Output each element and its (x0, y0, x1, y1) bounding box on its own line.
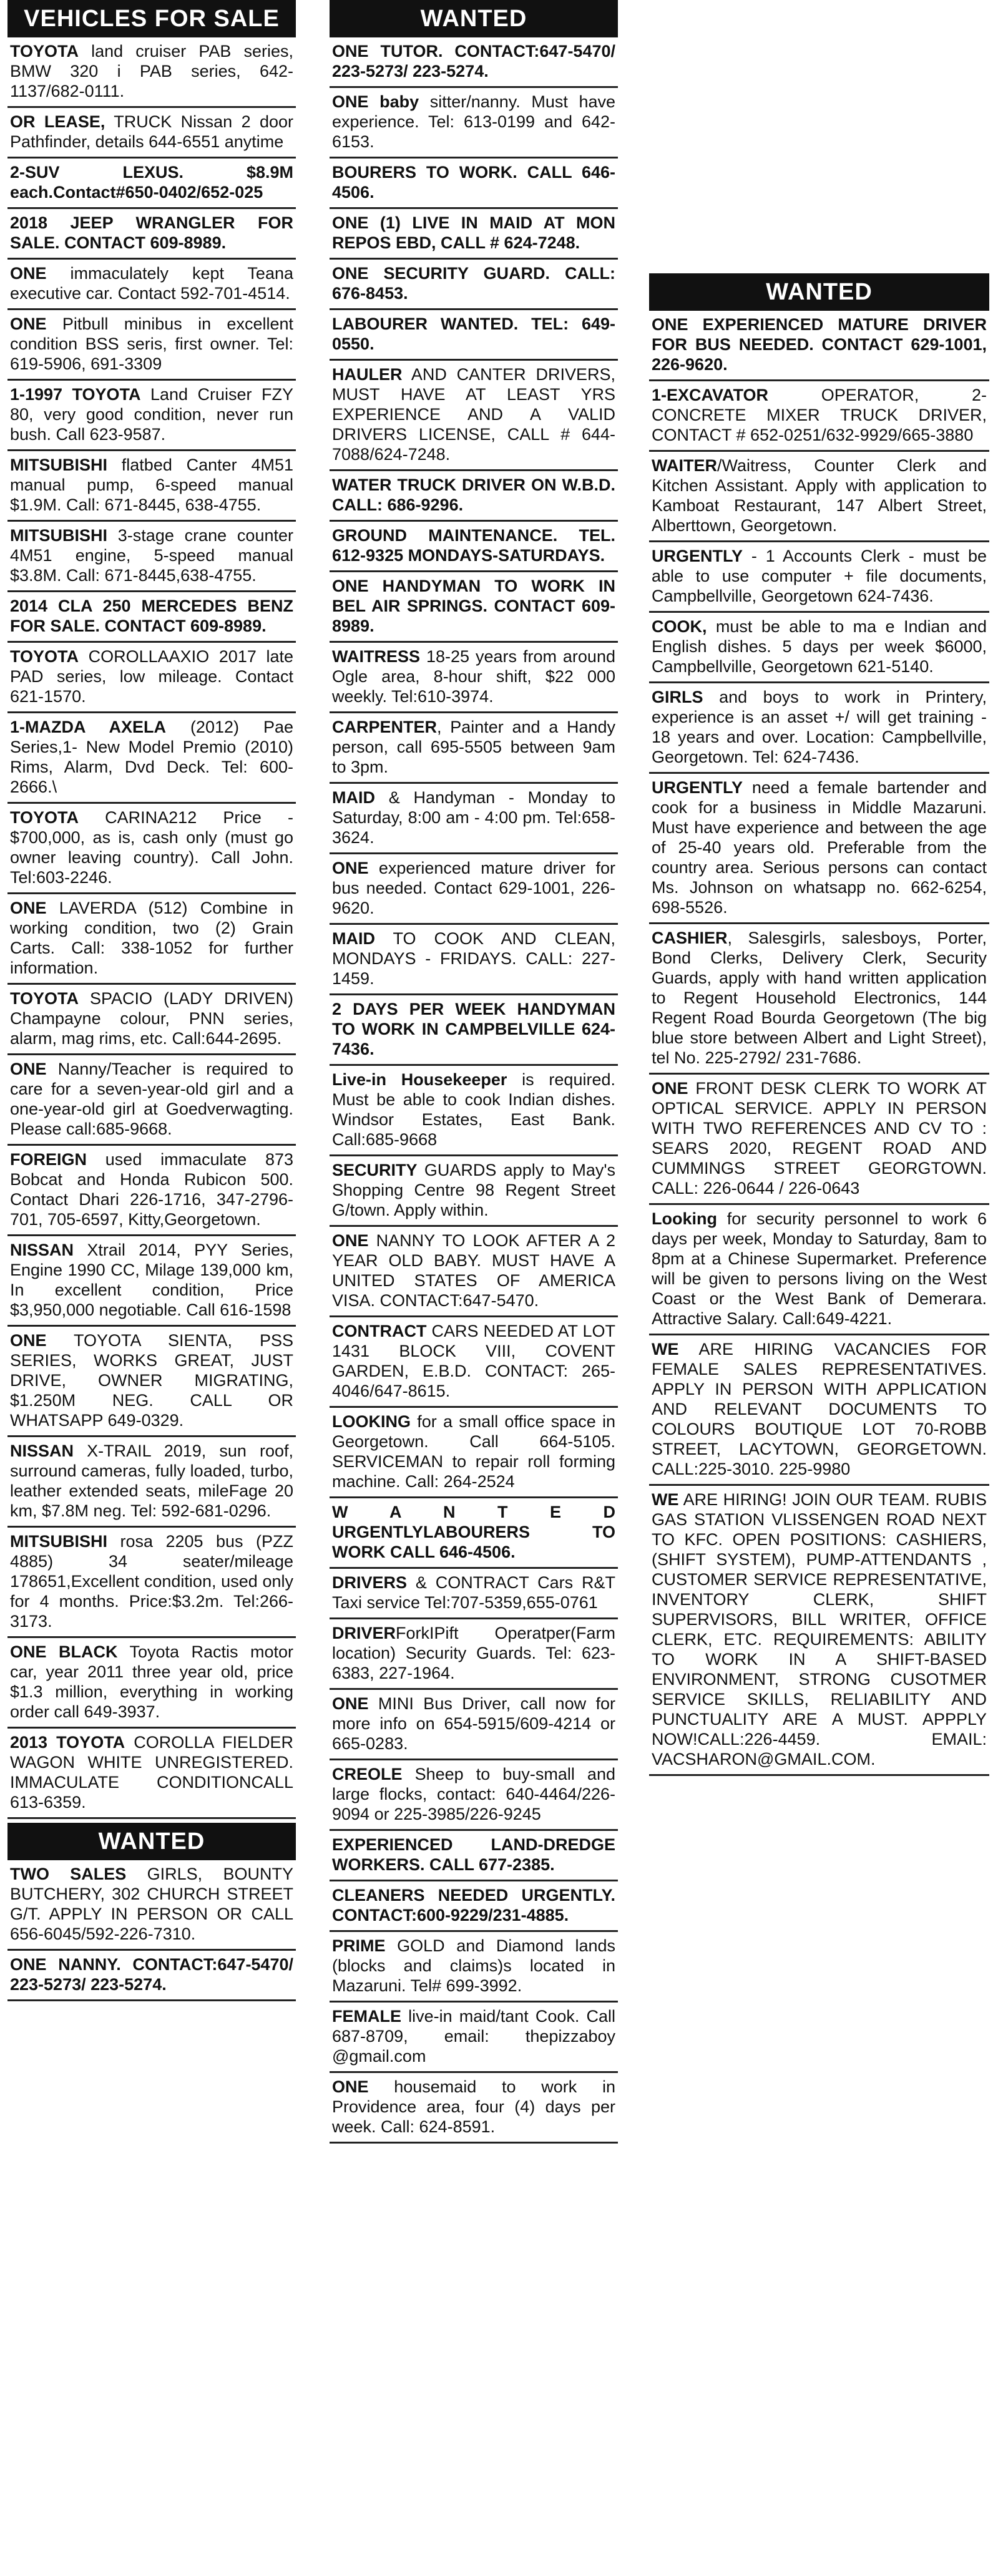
classified-ad (330, 361, 618, 471)
ad-lead-text: ONE (10, 264, 47, 283)
classified-ad (330, 1569, 618, 1619)
ad-lead-text: LABOURER WANTED. TEL: 649-0550. (332, 315, 615, 353)
top-blank-space (649, 0, 989, 273)
classified-ad (330, 1156, 618, 1227)
ad-lead-text: DRIVER (332, 1624, 396, 1642)
ad-body-text: FRONT DESK CLERK TO WORK AT OPTICAL SERVICE. APPLY IN PERSON WITH TWO REFERENCES AND CV TO : SEARS 2020, REGENT ROAD AND CUMMINGS STREET GEORGTOWN. CALL: 226-0644 / 226-0643 (652, 1079, 987, 1198)
ad-lead-text: BOURERS TO WORK. CALL 646-4506. (332, 163, 615, 202)
ad-lead-text: CONTRACT (332, 1322, 427, 1340)
ad-body-text: live-in maid/tant Cook. Call 687-8709, email: thepizzaboy @gmail.com (332, 2007, 615, 2066)
classified-ad (330, 784, 618, 854)
ad-lead-text: ONE (332, 1694, 369, 1713)
classified-ad (330, 1227, 618, 1317)
ad-lead-text: 2018 JEEP WRANGLER FOR SALE. CONTACT 609-8989. (10, 213, 293, 252)
classified-ad (7, 209, 296, 260)
classified-ad (7, 37, 296, 108)
ad-body-text: Nanny/Teacher is required to care for a seven-year-old girl and a one-year-old girl at Goedverwagting. Please call:685-9668. (10, 1060, 293, 1138)
ad-lead-text: WE (652, 1340, 679, 1359)
ad-body-text: experienced mature driver for bus needed. Contact 629-1001, 226-9620. (332, 859, 615, 917)
ad-lead-text: ONE TUTOR. CONTACT:647-5470/ 223-5273/ 223-5274. (332, 42, 615, 80)
ad-lead-text: CARPENTER (332, 718, 438, 736)
classified-ad (649, 1486, 989, 1776)
ad-lead-text: FEMALE (332, 2007, 401, 2026)
classified-ad (7, 1437, 296, 1528)
ad-body-text: for security personnel to work 6 days per week, Monday to Saturday, 8am to 8pm at a Chinese Supermarket. Preference will be given to persons living on the West Coast or the West Bank of Demerara. Attractive Salary. Call:649-4221. (652, 1209, 987, 1328)
classified-ad (7, 1055, 296, 1146)
ad-body-text: GIRLS, BOUNTY BUTCHERY, 302 CHURCH STREET G/T. APPLY IN PERSON OR CALL 656-6045/592-226-7310. (10, 1865, 294, 1943)
ad-lead-text: ONE (10, 1060, 47, 1078)
ad-lead-text: ONE (10, 1331, 47, 1350)
ad-lead-text: MITSUBISHI (10, 456, 108, 474)
classified-ad (330, 522, 618, 572)
classified-ad (649, 452, 989, 542)
ad-body-text: , Salesgirls, salesboys, Porter, Bond Clerks, Delivery Clerk, Security Guards, apply with hand written application to Regent Household Electronics, 144 Regent Road Bourda Georgetown (The big blue store between Albert and Light Street), tel No. 225-2792/ 231-7686. (652, 929, 987, 1067)
ad-lead-text: WAITER (652, 456, 717, 475)
section-header-wanted: WANTED (330, 0, 618, 37)
classified-ad (7, 985, 296, 1055)
ad-lead-text: TOYOTA (10, 989, 79, 1008)
classified-ad (7, 108, 296, 159)
ad-body-text: and boys to work in Printery, experience is an asset +/ will get training - 18 years and over. Location: Campbellville, Georgetown. Tel: 624-7436. (652, 688, 987, 766)
ad-lead-text: URGENTLY (652, 778, 743, 797)
classified-ad (330, 2003, 618, 2073)
ad-lead-text: ONE HANDYMAN TO WORK IN BEL AIR SPRINGS. CONTACT 609-8989. (332, 577, 615, 635)
classified-ad (649, 542, 989, 613)
ad-lead-text: HAULER (332, 365, 403, 384)
ad-body-text: MINI Bus Driver, call now for more info on 654-5915/609-4214 or 665-0283. (332, 1694, 615, 1753)
ad-lead-text: FOREIGN (10, 1150, 87, 1169)
ad-body-text: flatbed Canter 4M51 manual pump, 6-speed manual $1.9M. Call: 671-8445, 638-4755. (10, 456, 293, 514)
ad-body-text: must be able to ma e Indian and English dishes. 5 days per week $6000, Campbellville, Georgetown 621-5140. (652, 617, 987, 676)
classified-ad (7, 1327, 296, 1437)
ad-lead-text: 2-SUV LEXUS. $8.9M each.Contact#650-0402/652-025 (10, 163, 293, 202)
ad-body-text: SPACIO (LADY DRIVEN) Champayne colour, PNN series, alarm, mag rims, etc. Call:644-2695. (10, 989, 293, 1048)
ad-lead-text: WAITRESS (332, 647, 421, 666)
ad-lead-text: URGENTLY (652, 547, 743, 565)
classified-ad (7, 894, 296, 985)
ad-lead-text: W A N T E D URGENTLYLABOURERS TO WORK CALL 646-4506. (332, 1503, 615, 1561)
classified-ad (7, 643, 296, 713)
classified-ad (649, 1075, 989, 1205)
ad-lead-text: 2013 TOYOTA (10, 1733, 125, 1752)
classified-ad (330, 1690, 618, 1760)
ad-lead-text: ONE BLACK (10, 1642, 118, 1661)
ad-body-text: & Handyman - Monday to Saturday, 8:00 am - 4:00 pm. Tel:658-3624. (332, 788, 615, 847)
classified-ad (330, 37, 618, 88)
classified-ad (330, 1619, 618, 1690)
ad-lead-text: DRIVERS (332, 1573, 408, 1592)
ad-body-text: Xtrail 2014, PYY Series, Engine 1990 CC, Milage 139,000 km, In excellent condition, Price $3,950,000 negotiable. Call 616-1598 (10, 1241, 293, 1319)
ad-lead-text: WE (652, 1490, 679, 1509)
ad-lead-text: ONE (10, 315, 47, 333)
ad-body-text: CARS NEEDED AT LOT 1431 BLOCK VIII, COVENT GARDEN, E.B.D. CONTACT: 265-4046/647-8615. (332, 1322, 615, 1400)
vehicle-ads-list (7, 37, 296, 1819)
ad-lead-text: ONE (10, 899, 47, 917)
classified-ad (330, 995, 618, 1066)
ad-body-text: ARE HIRING VACANCIES FOR FEMALE SALES REPRESENTATIVES. APPLY IN PERSON WITH APPLICATION AND RELEVANT DOCUMENTS TO COLOURS BOUTIQUE LOT 70-ROBB STREET, LACYTOWN, GEORGETOWN. CALL:225-3010. 225-9980 (652, 1340, 987, 1478)
ad-lead-text: 2014 CLA 250 MERCEDES BENZ FOR SALE. CONTACT 609-8989. (10, 597, 293, 635)
classified-ad (7, 1860, 296, 1951)
classified-ad (7, 1951, 296, 2001)
classified-ad (330, 1498, 618, 1569)
classified-ad (7, 592, 296, 643)
classified-ad (649, 311, 989, 381)
classified-ad (330, 209, 618, 260)
classified-ad (330, 159, 618, 209)
ad-body-text: GUARDS apply to May's Shopping Centre 98 Regent Street G/town. Apply within. (332, 1161, 615, 1219)
ad-lead-text: TWO SALES (10, 1865, 127, 1883)
ad-lead-text: MAID (332, 788, 375, 807)
ad-lead-text: LOOKING (332, 1412, 411, 1431)
ad-body-text: (2012) Pae Series,1- New Model Premio (2010) Rims, Alarm, Dvd Deck. Tel: 600-2666.\ (10, 718, 293, 796)
classified-ad (649, 613, 989, 683)
classified-ad (330, 1831, 618, 1881)
ad-lead-text: ONE (332, 1231, 369, 1250)
ad-body-text: land cruiser PAB series, BMW 320 i PAB series, 642-1137/682-0111. (10, 42, 293, 100)
ad-lead-text: ONE NANNY. CONTACT:647-5470/ 223-5273/ 223-5274. (10, 1955, 293, 1994)
ad-body-text: TO COOK AND CLEAN, MONDAYS - FRIDAYS. CALL: 227-1459. (332, 929, 615, 988)
classified-ad (7, 713, 296, 804)
ad-body-text: , Painter and a Handy person, call 695-5505 between 9am to 3pm. (332, 718, 615, 776)
classified-ad (7, 804, 296, 894)
classified-ad (330, 310, 618, 361)
ad-lead-text: GIRLS (652, 688, 703, 706)
ad-body-text: AND CANTER DRIVERS, MUST HAVE AT LEAST YRS EXPERIENCE AND A VALID DRIVERS LICENSE, CALL # 644-7088/624-7248. (332, 365, 615, 464)
ad-body-text: X-TRAIL 2019, sun roof, surround cameras, fully loaded, turbo, leather extended seats, mileFage 20 km, $7.8M neg. Tel: 592-681-0296. (10, 1442, 293, 1520)
column-wanted-right (649, 0, 989, 2576)
ad-body-text: sitter/nanny. Must have experience. Tel: 613-0199 and 642-6153. (332, 92, 616, 151)
classified-ad (330, 572, 618, 643)
column-wanted-middle (330, 0, 618, 2576)
ad-lead-text: 2 DAYS PER WEEK HANDYMAN TO WORK IN CAMPBELVILLE 624-7436. (332, 1000, 615, 1058)
ad-lead-text: SECURITY (332, 1161, 418, 1179)
ad-body-text: rosa 2205 bus (PZZ 4885) 34 seater/mileage 178651,Excellent condition, used only for 4 months. Price:$3.2m. Tel:266-3173. (10, 1532, 293, 1631)
ad-lead-text: NISSAN (10, 1442, 74, 1460)
ad-lead-text: CREOLE (332, 1765, 403, 1783)
ad-body-text: /Waitress, Counter Clerk and Kitchen Assistant. Apply with application to Kamboat Restaurant, 147 Albert Street, Alberttown, Georgetown. (652, 456, 987, 535)
ad-lead-text: COOK, (652, 617, 707, 636)
classified-ad (7, 1729, 296, 1819)
ad-body-text: 18-25 years from around Ogle area, 8-hour shift, $22 000 weekly. Tel:610-3974. (332, 647, 615, 706)
ad-body-text: Toyota Ractis motor car, year 2011 three year old, price $1.3 million, everything in working order call 649-3937. (10, 1642, 293, 1721)
ad-body-text: ARE HIRING! JOIN OUR TEAM. RUBIS GAS STATION VLISSENGEN ROAD NEXT TO KFC. OPEN POSITIONS: CASHIERS, (SHIFT SYSTEM), PUMP-ATTENDANTS , CUSTOMER SERVICE REPRESENTATIVE, INVENTORY CLERK, SHIFT SUPERVISORS, BILL WRITER, OFFICE CLERK, ETC. REQUIREMENTS: ABILITY TO WORK IN A SHIFT-BASED ENVIRONMENT, STRONG CUSOTMER SERVICE SKILLS, RELIABILITY AND PUNCTUALITY ARE A MUST. APPPLY NOW!CALL:226-4459. EMAIL: VACSHARON@GMAIL.COM. (652, 1490, 987, 1769)
ad-lead-text: 1-1997 TOYOTA (10, 385, 141, 404)
classified-ad (330, 1317, 618, 1408)
ad-lead-text: WATER TRUCK DRIVER ON W.B.D. CALL: 686-9296. (332, 476, 615, 514)
ad-lead-text: MITSUBISHI (10, 1532, 108, 1551)
ad-body-text: TOYOTA SIENTA, PSS SERIES, WORKS GREAT, JUST DRIVE, OWNER MIGRATING, $1.250M NEG. CALL OR WHATSAPP 649-0329. (10, 1331, 293, 1430)
ad-body-text: Land Cruiser FZY 80, very good condition, never run bush. Call 623-9587. (10, 385, 294, 444)
ad-body-text: OPERATOR, 2- CONCRETE MIXER TRUCK DRIVER, CONTACT # 652-0251/632-9929/665-3880 (652, 386, 987, 444)
classified-ad (649, 774, 989, 924)
ad-body-text: immaculately kept Teana executive car. Contact 592-701-4514. (10, 264, 293, 303)
ad-body-text: is required. Must be able to cook Indian dishes. Windsor Estates, East Bank. Call:685-9668 (332, 1070, 615, 1149)
classified-ad (7, 1146, 296, 1236)
ad-body-text: & CONTRACT Cars R&T Taxi service Tel:707-5359,655-0761 (332, 1573, 615, 1612)
classified-ad (649, 1335, 989, 1486)
ad-lead-text: CLEANERS NEEDED URGENTLY. CONTACT:600-9229/231-4885. (332, 1886, 615, 1925)
ad-lead-text: ONE (652, 1079, 688, 1098)
ad-lead-text: GROUND MAINTENANCE. TEL. 612-9325 MONDAYS-SATURDAYS. (332, 526, 615, 565)
ad-body-text: TRUCK Nissan 2 door Pathfinder, details 644-6551 anytime (10, 112, 293, 151)
ad-lead-text: OR LEASE, (10, 112, 105, 131)
ad-body-text: COROLLA FIELDER WAGON WHITE UNREGISTERED. IMMACULATE CONDITIONCALL 613-6359. (10, 1733, 293, 1812)
classified-ad (649, 381, 989, 452)
ad-body-text: CARINA212 Price - $700,000, as is, cash only (must go owner leaving country). Call John. Tel:603-2246. (10, 808, 293, 887)
wanted-ads-list (649, 311, 989, 1776)
classified-ad (7, 260, 296, 310)
ad-lead-text: NISSAN (10, 1241, 74, 1259)
wanted-ads-list (7, 1860, 296, 2001)
classified-ad (7, 381, 296, 451)
classified-ad (649, 1205, 989, 1335)
ad-lead-text: Live-in Housekeeper (332, 1070, 507, 1089)
classified-ad (330, 2073, 618, 2144)
ad-lead-text: ONE (332, 2077, 369, 2096)
ad-body-text: Pitbull minibus in excellent condition BSS seris, first owner. Tel: 619-5906, 691-3309 (10, 315, 293, 373)
classified-ad (649, 683, 989, 774)
classified-ad (7, 310, 296, 381)
classified-ad (7, 1236, 296, 1327)
classified-ad (330, 1932, 618, 2003)
ad-lead-text: EXPERIENCED LAND-DREDGE WORKERS. CALL 677-2385. (332, 1835, 615, 1874)
ad-body-text: 3-stage crane counter 4M51 engine, 5-speed manual $3.8M. Call: 671-8445,638-4755. (10, 526, 293, 585)
ad-lead-text: MAID (332, 929, 375, 948)
section-header-wanted: WANTED (649, 273, 989, 311)
classified-ad (330, 713, 618, 784)
classified-ad (330, 925, 618, 995)
classified-ad (7, 159, 296, 209)
ad-lead-text: TOYOTA (10, 808, 79, 827)
classified-ad (7, 522, 296, 592)
ad-lead-text: ONE EXPERIENCED MATURE DRIVER FOR BUS NEEDED. CONTACT 629-1001, 226-9620. (652, 315, 987, 374)
classified-ad (330, 1408, 618, 1498)
ad-body-text: - 1 Accounts Clerk - must be able to use computer + file documents, Campbellville, Georgetown 624-7436. (652, 547, 987, 605)
ad-lead-text: ONE SECURITY GUARD. CALL: 676-8453. (332, 264, 615, 303)
ad-lead-text: MITSUBISHI (10, 526, 108, 545)
ad-body-text: for a small office space in Georgetown. Call 664-5105. SERVICEMAN to repair roll forming machine. Call: 264-2524 (332, 1412, 615, 1491)
ad-lead-text: TOYOTA (10, 647, 79, 666)
ad-body-text: GOLD and Diamond lands (blocks and claims)s located in Mazaruni. Tel# 699-3992. (332, 1936, 615, 1995)
section-header-wanted: WANTED (7, 1823, 296, 1860)
ad-body-text: COROLLAAXIO 2017 late PAD series, low mileage. Contact 621-1570. (10, 647, 293, 706)
ad-body-text: used immaculate 873 Bobcat and Honda Rubicon 500. Contact Dhari 226-1716, 347-2796-701, 705-6597, Kitty,Georgetown. (10, 1150, 293, 1229)
ad-body-text: housemaid to work in Providence area, four (4) days per week. Call: 624-8591. (332, 2077, 615, 2136)
ad-body-text: LAVERDA (512) Combine in working condition, two (2) Grain Carts. Call: 338-1052 for further information. (10, 899, 293, 977)
classified-ad (330, 1066, 618, 1156)
wanted-ads-list (330, 37, 618, 2144)
classified-ad (330, 88, 618, 159)
classified-ad (330, 854, 618, 925)
ad-lead-text: TOYOTA (10, 42, 79, 61)
ad-lead-text: PRIME (332, 1936, 386, 1955)
section-header-vehicles-for-sale: VEHICLES FOR SALE (7, 0, 296, 37)
ad-lead-text: 1-EXCAVATOR (652, 386, 769, 404)
ad-lead-text: 1-MAZDA AXELA (10, 718, 166, 736)
ad-lead-text: Looking (652, 1209, 717, 1228)
ad-lead-text: ONE (1) LIVE IN MAID AT MON REPOS EBD, CALL # 624-7248. (332, 213, 615, 252)
classified-ad (7, 1528, 296, 1638)
ad-body-text: need a female bartender and cook for a business in Middle Mazaruni. Must have experience and between the age of 25-40 years old. Preferable from the country area. Serious persons can contact Ms. Johnson on whatsapp no. 662-6254, 698-5526. (652, 778, 987, 917)
ad-lead-text: CASHIER (652, 929, 728, 947)
classified-ad (330, 260, 618, 310)
classified-ad (7, 1638, 296, 1729)
ad-body-text: NANNY TO LOOK AFTER A 2 YEAR OLD BABY. MUST HAVE A UNITED STATES OF AMERICA VISA. CONTACT:647-5470. (332, 1231, 615, 1310)
classified-ad (330, 471, 618, 522)
classified-ad (649, 924, 989, 1075)
column-vehicles-for-sale (7, 0, 296, 2576)
classified-ad (330, 1760, 618, 1831)
ad-lead-text: ONE baby (332, 92, 419, 111)
classified-ad (330, 1881, 618, 1932)
ad-lead-text: ONE (332, 859, 369, 877)
ad-body-text: ForkIPift Operatper(Farm location) Security Guards. Tel: 623-6383, 227-1964. (332, 1624, 615, 1682)
classified-ad (7, 451, 296, 522)
ad-body-text: Sheep to buy-small and large flocks, contact: 640-4464/226-9094 or 225-3985/226-9245 (332, 1765, 615, 1823)
classified-ad (330, 643, 618, 713)
